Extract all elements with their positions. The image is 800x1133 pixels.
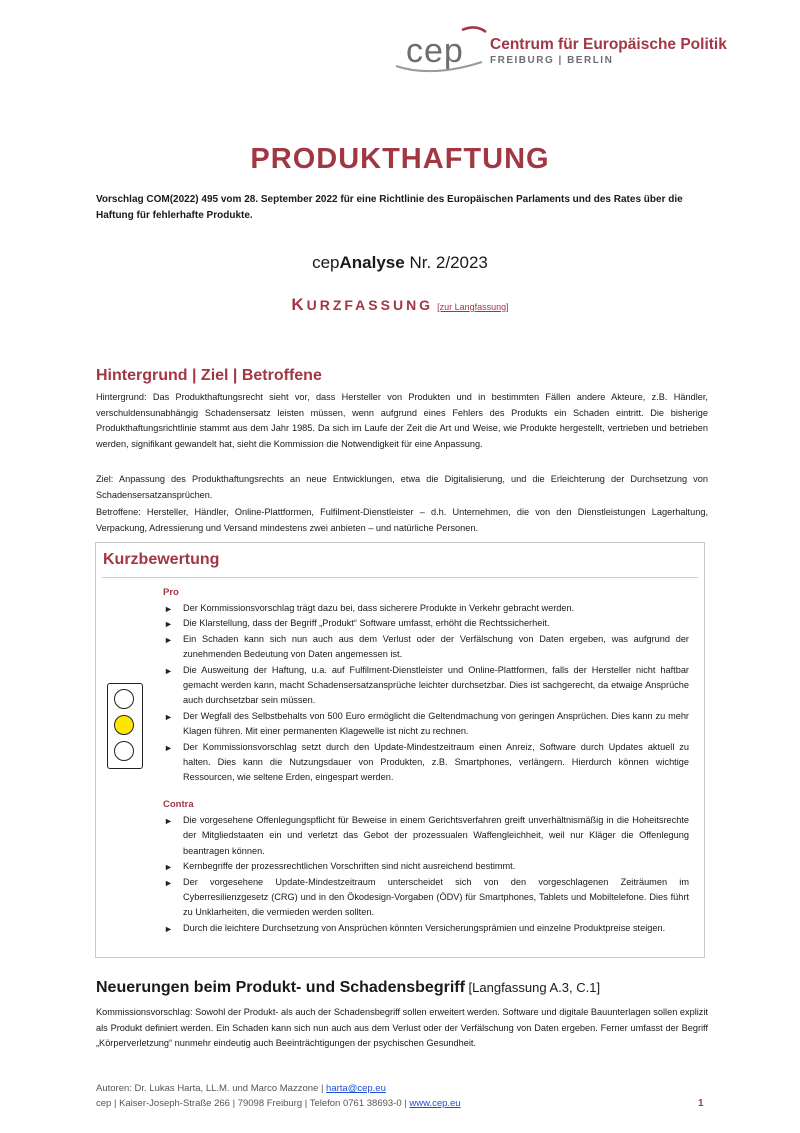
list-item: ► Ein Schaden kann sich nun auch aus dem Verlust oder der Verfälschung von Daten ergeben, was aufgrund der zunehmenden Bedeutung von Daten angemessen ist. xyxy=(164,633,689,660)
bullet-triangle-icon: ► xyxy=(164,619,173,630)
email-link[interactable]: harta@cep.eu xyxy=(326,1083,386,1094)
list-item: ► Kernbegriffe der prozessrechtlichen Vorschriften sind nicht ausreichend bestimmt. xyxy=(163,859,689,874)
list-item: ► Die Ausweitung der Haftung, u.a. auf Fulfilment-Dienstleister und Online-Plattformen, falls der Hersteller nicht haftbar gemacht werden kann, macht Schadensersatzansprüche leichter durchsetzbar. Dies ist sachgerecht, da etwaige Ansprüche auch durchsetzbar sein müssen. xyxy=(164,664,689,706)
langfassung-reference[interactable]: [Langfassung A.3, C.1] xyxy=(464,980,601,995)
document-title: PRODUKTHAFTUNG xyxy=(250,143,550,175)
traffic-light-icon xyxy=(107,683,143,769)
bullet-triangle-icon: ► xyxy=(164,862,173,873)
list-item: ► Der vorgesehene Update-Mindestzeitraum unterscheidet sich von den vorgeschlagenen Zeiträumen im Cyberresilienzgesetz (CRG) und in den Ökodesign-Vorgaben (ÖDV) für Smartphones, Tablets und Mobiltelefone. Dies führt zu Unklarheiten, die vermieden werden sollten. xyxy=(164,876,689,918)
list-item: ► Der Wegfall des Selbstbehalts von 500 Euro ermöglicht die Geltendmachung von geringen Ansprüchen. Dies kann zu mehr Klagen führen. Mit einer permanenten Klagewelle ist nicht zu rechnen. xyxy=(164,710,689,737)
lamp-middle-yellow xyxy=(114,715,134,735)
bullet-triangle-icon: ► xyxy=(164,742,173,753)
footer-authors xyxy=(96,1083,386,1094)
list-item: ► Die vorgesehene Offenlegungspflicht für Beweise in einem Gerichtsverfahren greift unverhältnismäßig in die Hoheitsrechte der Mitgliedstaaten ein und verletzt das Gebot der prozessualen Waffengleichheit, weil nur Kläger die Offenlegung beantragen können. xyxy=(164,815,689,856)
section-heading-hintergrund: Hintergrund | Ziel | Betroffene xyxy=(96,367,322,384)
paragraph-ziel: Ziel: Anpassung des Produkthaftungsrechts an neue Entwicklungen, etwa die Digitalisierung, und die Erleichterung der Durchsetzung von Schadensersatzansprüchen. xyxy=(96,474,708,500)
bullet-triangle-icon: ► xyxy=(164,604,173,614)
kurzfassung-heading xyxy=(0,295,800,315)
page-number: 1 xyxy=(698,1098,704,1109)
kurzbewertung-title: Kurzbewertung xyxy=(103,551,220,568)
bullet-triangle-icon: ► xyxy=(164,711,173,722)
logo-subtitle: FREIBURG | BERLIN xyxy=(490,55,614,66)
address-text: cep | Kaiser-Joseph-Straße 266 | 79098 Freiburg | Telefon 0761 38693-0 | xyxy=(96,1098,410,1109)
analyse-prefix: cep xyxy=(312,253,340,272)
paragraph-kommissionsvorschlag: Kommissionsvorschlag: Sowohl der Produkt- als auch der Schadensbegriff sollen erweitert werden. Software und digitale Bauunterlagen sollen explizit als Produkt definiert werden. Ein Schaden kann sich nun auch aus dem Verlust oder der Verfälschung von Daten ergeben. Ferner umfasst der Begriff „Körperverletzung“ nunmehr eindeutig auch Beeinträchtigungen der psychischen Gesundheit. xyxy=(96,1007,708,1049)
neuerungen-title: Neuerungen beim Produkt- und Schadensbegriff xyxy=(96,979,465,996)
bullet-triangle-icon: ► xyxy=(164,877,173,888)
list-item: ► Durch die leichtere Durchsetzung von Ansprüchen könnten Versicherungsprämien und einzelne Produktpreise steigen. xyxy=(163,921,689,936)
list-item: ► Der Kommissionsvorschlag setzt durch den Update-Mindestzeitraum einen Anreiz, Software durch Updates aktuell zu halten. Dies kann die Nutzungsdauer von Produkten, z.B. Smartphones, verlängern. Hierdurch können wichtige Ressourcen, wie seltene Erden, eingespart werden. xyxy=(164,741,689,783)
cep-logo xyxy=(392,22,727,76)
kurzfassung-rest: URZFASSUNG xyxy=(306,297,434,313)
section-heading-neuerungen xyxy=(96,979,600,997)
paragraph-hintergrund: Hintergrund: Das Produkthaftungsrecht sieht vor, dass Hersteller von Produkten und in bestimmten Fällen andere Akteure, z.B. Händler, verschuldensunabhängig Schadensersatz leisten müssen, wenn aufgrund eines Fehlers des Produkts ein Schaden eintritt. Die bisherige Produkthaftungsrichtlinie stammt aus dem Jahr 1985. Da sich im Laufe der Zeit die Art und Weise, wie Produkte hergestellt, vertrieben und betrieben werden, signifikant gewandelt hat, sieht die Kommission die Notwendigkeit für eine Anpassung. xyxy=(96,392,708,449)
pro-list xyxy=(163,601,689,786)
analyse-bold: Analyse xyxy=(339,253,405,272)
list-item: ► Der Kommissionsvorschlag trägt dazu bei, dass sicherere Produkte in Verkehr gebracht werden. xyxy=(163,601,689,616)
pro-label: Pro xyxy=(163,587,179,598)
box-divider xyxy=(102,577,698,578)
kurzfassung-initial: K xyxy=(291,295,307,314)
contra-list xyxy=(163,813,689,936)
lamp-top xyxy=(114,689,134,709)
contra-label: Contra xyxy=(163,799,194,810)
footer-address xyxy=(96,1098,461,1109)
paragraph-betroffene: Betroffene: Hersteller, Händler, Online-Plattformen, Fulfilment-Dienstleister – d.h. Unternehmen, die von den Dienstleistungen Lagerhaltung, Verpackung, Adressierung und Versand mindestens zwei anbieten – und natürliche Personen. xyxy=(96,507,708,533)
langfassung-link[interactable]: [zur Langfassung] xyxy=(437,302,509,312)
kurzbewertung-box xyxy=(95,542,705,958)
proposal-reference: Vorschlag COM(2022) 495 vom 28. September 2022 für eine Richtlinie des Europäischen Parlaments und des Rates über die Haftung für fehlerhafte Produkte. xyxy=(96,194,683,221)
bullet-triangle-icon: ► xyxy=(164,923,173,934)
bullet-triangle-icon: ► xyxy=(164,665,173,676)
bullet-triangle-icon: ► xyxy=(164,816,173,826)
analyse-suffix: Nr. 2/2023 xyxy=(404,253,488,272)
website-link[interactable]: www.cep.eu xyxy=(409,1098,461,1109)
authors-text: Autoren: Dr. Lukas Harta, LL.M. und Marco Mazzone | xyxy=(96,1083,327,1094)
bullet-triangle-icon: ► xyxy=(164,634,173,645)
logo-name: Centrum für Europäische Politik xyxy=(490,36,727,53)
list-item: ► Die Klarstellung, dass der Begriff „Produkt“ Software umfasst, erhöht die Rechtssicherheit. xyxy=(163,616,689,631)
lamp-bottom xyxy=(114,741,134,761)
analyse-number xyxy=(0,253,800,273)
logo-mark: cep xyxy=(406,32,464,70)
